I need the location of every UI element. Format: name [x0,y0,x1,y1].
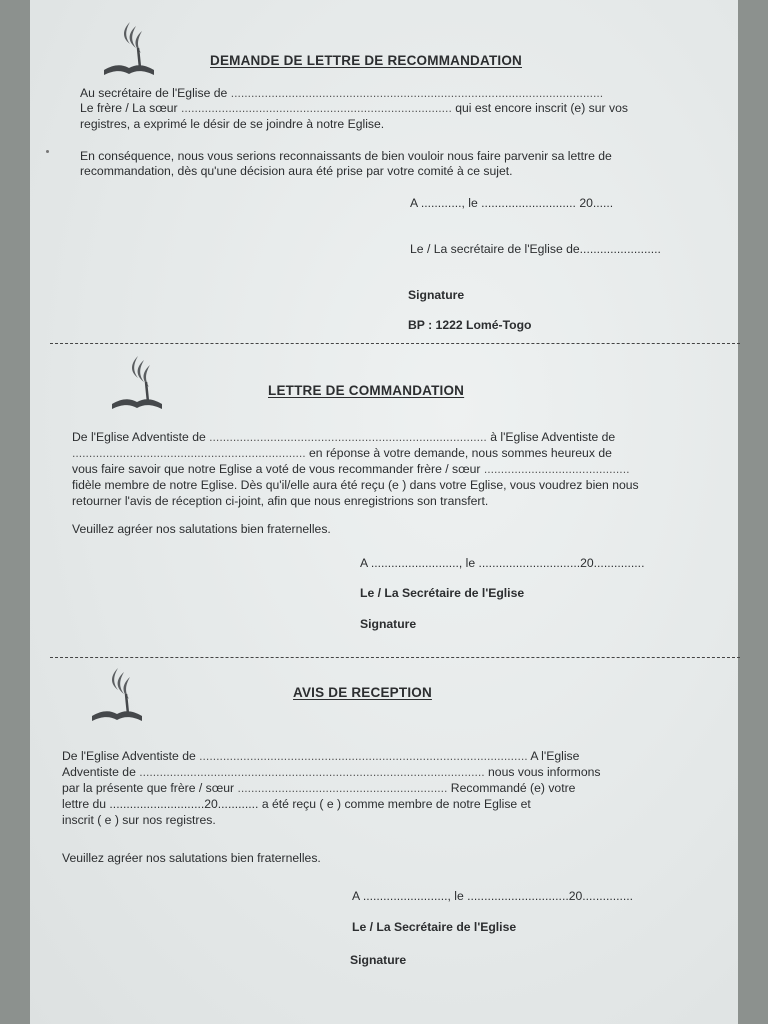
section3-place-date[interactable]: A ........................., le ..............................20............... [352,889,634,903]
section3-line2-label: Adventiste de [62,765,136,779]
section1-line3: registres, a exprimé le désir de se joindre à notre Eglise. [80,117,385,131]
church-logo-icon [88,664,146,724]
form-sheet [30,0,738,1024]
section2-line1-tail: à l'Eglise Adventiste de [490,430,616,444]
paper-speck [46,150,49,153]
letter-date-field[interactable]: lettre du ............................20............ [62,797,259,811]
section3-line2 [62,765,601,780]
section1-line2 [80,101,628,116]
section3-title: AVIS DE RECEPTION [293,685,432,700]
section1-line2-label: Le frère / La sœur [80,101,178,115]
origin-church-field[interactable]: .................................................................................. [209,430,487,444]
section2-line4: fidèle membre de notre Eglise. Dès qu'il/elle aura été reçu (e ) dans votre Eglise, vous voudrez bien nous [72,478,639,492]
cut-line-1 [50,343,740,344]
cut-line-2 [50,657,740,658]
section2-line1 [72,430,615,445]
section1-signature: Signature [408,288,465,302]
sender-church-field[interactable]: ................................................................................................. [199,749,528,763]
section1-title: DEMANDE DE LETTRE DE RECOMMANDATION [210,53,522,68]
section3-line3 [62,781,575,796]
section3-line4 [62,797,531,812]
section2-line2 [72,446,612,461]
section1-para2-line1: En conséquence, nous vous serions reconnaissants de bien vouloir nous faire parvenir sa lettre de [80,149,612,163]
section3-salutation: Veuillez agréer nos salutations bien fraternelles. [62,851,321,865]
section2-line1-label: De l'Eglise Adventiste de [72,430,206,444]
section3-line1-tail: A l'Eglise [530,749,580,763]
section3-line2-tail: nous vous informons [488,765,601,779]
section2-place-date[interactable]: A .........................., le ..............................20............... [360,556,645,570]
church-name-field[interactable]: .............................................................................................................. [230,86,604,100]
section2-line3 [72,462,629,477]
section2-secretary: Le / La Secrétaire de l'Eglise [360,586,525,600]
section3-line5: inscrit ( e ) sur nos registres. [62,813,216,827]
destination-church-field[interactable]: ..................................................................... [72,446,306,460]
section1-place-date[interactable]: A ............, le ............................ 20...... [410,196,614,210]
section1-bp: BP : 1222 Lomé-Togo [408,318,532,332]
section3-line3-label: par la présente que frère / sœur [62,781,235,795]
section3-line4-text: a été reçu ( e ) comme membre de notre Eglise et [261,797,531,811]
recipient-church-field[interactable]: ...................................................................................................... [139,765,485,779]
section2-signature: Signature [360,617,417,631]
recommended-member-field[interactable]: ........................................... [483,462,630,476]
section3-secretary: Le / La Secrétaire de l'Eglise [352,920,517,934]
section1-line1-label: Au secrétaire de l'Eglise de [80,86,228,100]
section1-line1 [80,86,603,101]
section1-line2-tail: qui est encore inscrit (e) sur vos [455,101,628,115]
church-logo-icon [108,352,166,412]
section2-salutation: Veuillez agréer nos salutations bien fraternelles. [72,522,331,536]
section3-signature: Signature [350,953,407,967]
section2-title: LETTRE DE COMMANDATION [268,383,465,398]
section1-para2-line2: recommandation, dès qu'une décision aura été prise par votre comité à ce sujet. [80,164,513,178]
church-logo-icon [100,18,158,78]
section3-line1 [62,749,579,764]
section2-line3-text: vous faire savoir que notre Eglise a voté de vous recommander frère / sœur [72,462,481,476]
section2-line2-tail: en réponse à votre demande, nous sommes heureux de [309,446,612,460]
received-member-field[interactable]: .............................................................. [237,781,448,795]
section3-line1-label: De l'Eglise Adventiste de [62,749,196,763]
section1-secretary[interactable]: Le / La secrétaire de l'Eglise de........................ [410,242,661,256]
section2-line5: retourner l'avis de réception ci-joint, afin que nous enregistrions son transfert. [72,494,489,508]
section3-line3-tail: Recommandé (e) votre [450,781,576,795]
member-name-field[interactable]: ................................................................................ [180,101,452,115]
